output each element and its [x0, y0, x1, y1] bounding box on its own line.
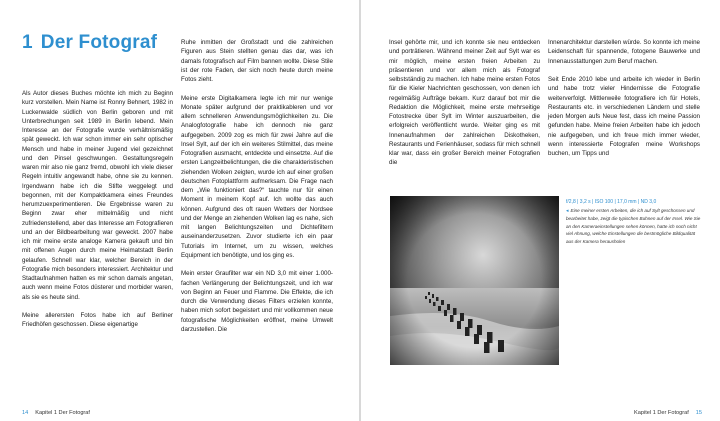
running-head: Kapitel 1 Der Fotograf — [634, 410, 689, 416]
paragraph: Innenarchitektur darstellen würde. So konnte ich meine Leidenschaft für spannende, fotogene Bauwerke und Innenausstattungen zum Beruf machen. — [548, 39, 700, 65]
chapter-title-text: Der Fotograf — [40, 32, 158, 53]
right-column-1 — [389, 38, 540, 168]
paragraph: Meine allerersten Fotos habe ich auf Berliner Friedhöfen geschossen. Diese eigenartige — [22, 312, 173, 329]
left-column-2 — [181, 38, 333, 334]
groyne-photo-illustration — [390, 196, 559, 365]
caption-arrow-icon: ◂ — [566, 208, 569, 214]
folio-right — [634, 410, 702, 417]
chapter-number: 1 — [22, 32, 33, 53]
page-number: 15 — [695, 410, 702, 416]
paragraph: Mein erster Grauﬁlter war ein ND 3,0 mit einer 1.000-fachen Verlängerung der Belichtungszeit, und ich war von Beginn an Feuer und Flamme. Die Effekte, die ich durch die Verwendung dieses Filters erzielen konnte, haben mich sofort begeistert und mir vollkommen neue fotografische Möglichkeiten eröffnet, meine Umwelt darzustellen. Die — [181, 270, 333, 333]
paragraph: Meine erste Digitalkamera legte ich mir nur wenige Monate später aufgrund der praktikableren und vor allem schnelleren Anwendungsmöglichkeiten zu. Die Analogfotografie habe ich dennoch nie ganz aufgegeben. 2009 zog es mich für zwei Jahre auf die Insel Sylt, auf der ich ein weiteres Stilmittel, das meine Fotografien ausmacht, entdeckte und einsetzte. Auf die ersten Langzeitbelichtungen, die die charakteristischen ziehenden Wolken zeigten, wurde ich auf einer großen deutschen Fotoplattform aufmerksam. Die Frage nach dem „Wie funktioniert das?“ tauchte nur für einen Moment in meinem Kopf auf. Ich wollte das auch können. Aufgrund des oft rauen Wetters der Nordsee und der Menge an ziehenden Wolken lag es nahe, sich mit langen Belichtungszeiten und Dichtefiltern auseinanderzusetzen. Zuvor studierte ich ein paar Tutorials im Internet, um zu wissen, welches Equipment ich benötigte, und los ging es. — [181, 94, 333, 259]
chapter-title — [22, 32, 157, 54]
caption-body: Eine meiner ersten Arbeiten, die ich auf Sylt geschossen und bearbeitet habe, zeigt die typischen Buhnen auf der Insel. Wie Sie an den Kameraeinstellungen sehen können, hatte ich noch nicht viel Ahnung, welche Einstellungen die bestmögliche Bildqualität aus der Kamera herausholen — [566, 208, 701, 244]
right-page — [361, 0, 720, 421]
photo-caption — [566, 199, 702, 245]
running-head: Kapitel 1 Der Fotograf — [35, 410, 90, 416]
paragraph: Ruhe inmitten der Großstadt und die zahlreichen Figuren aus Stein stellten genau das dar, was ich damals fotografisch auf Film bannen wollte. Diese Stile ist der rote Faden, der sich noch heute durch meine Fotos zieht. — [181, 39, 333, 83]
paragraph: Insel gehörte mir, und ich konnte sie neu entdecken und porträtieren. Während meiner Zeit auf Sylt war es mir möglich, meine ersten freien Arbeiten zu präsentieren und vor allem mich als Fotograf selbstständig zu machen. Ich habe meine ersten Fotos für die Kieler Nachrichten geschossen, von denen ich regelmäßig Aufträge bekam. Kurz darauf bot mir die Redaktion die Möglichkeit, meine erste mehrseitige Fotostrecke über Sylt im Winter auszuarbeiten, die erfolgreich veröffentlicht wurde. Weiter ging es mit Innenaufnahmen der zahlreichen Diskotheken, Restaurants und Ferienhäuser, sodass für mich schnell klar war, dass ein großer Bereich meiner Fotografien die — [389, 39, 540, 167]
caption-text — [566, 207, 702, 245]
page-number: 14 — [22, 410, 29, 416]
paragraph: Als Autor dieses Buches möchte ich mich zu Beginn kurz vorstellen. Mein Name ist Ronny Behnert, 1982 in Luckenwalde südlich von Berlin geboren und mit Unterbrechungen seit 1989 in Berlin lebend. Mein Interesse an der Fotografie wurde verhältnismäßig spät geweckt. Ich war schon immer ein sehr optischer Mensch und habe in meiner Jugend viel gezeichnet und den Pinsel geschwungen. Gestaltungsregeln waren mir also nie ganz fremd, obwohl ich viele dieser Regeln intuitiv angewandt habe, ohne sie zu kennen. Irgendwann habe ich die Stifte weggelegt und begonnen, mit der Kompaktkamera eines Freundes herumzuexperimentieren. Die Ergebnisse waren zu Beginn zwar eher mittelmäßig und nicht zufriedenstellend, aber das Interesse am Fotografieren und an der Bildbearbeitung war geweckt. 2007 habe ich mir meine erste analoge Kamera gekauft und bin mit offenen Augen durch meine Heimatstadt Berlin gelaufen. Schnell war klar, welcher Bereich in der Fotografie mich besonders interessiert. Architektur und Stadtaufnahmen hatten es mir schon damals angetan, auch wenn meine Fotos düsterer und morbider waren, als sie es heute sind. — [22, 90, 173, 301]
left-page — [0, 0, 359, 421]
folio-left — [22, 410, 90, 417]
paragraph: Seit Ende 2010 lebe und arbeite ich wieder in Berlin und habe trotz vieler Hindernisse die Fotografie weiterverfolgt. Mittlerweile fotografiere ich für Hotels, Restaurants etc. in verschiedenen Ländern und stelle jeden Morgen aufs Neue fest, dass ich meine Passion gefunden habe. Meine freien Arbeiten habe ich jedoch nie aufgegeben, und ich freue mich immer wieder, wenn interessierte Fotografen meine Workshops buchen, um Tipps und — [548, 76, 700, 157]
caption-exif: f/2,8 | 3,2 s | ISO 100 | 17,0 mm | ND 3,0 — [566, 199, 657, 205]
photo-groynes — [390, 196, 559, 365]
left-column-1 — [22, 89, 173, 330]
right-column-2 — [548, 38, 700, 158]
